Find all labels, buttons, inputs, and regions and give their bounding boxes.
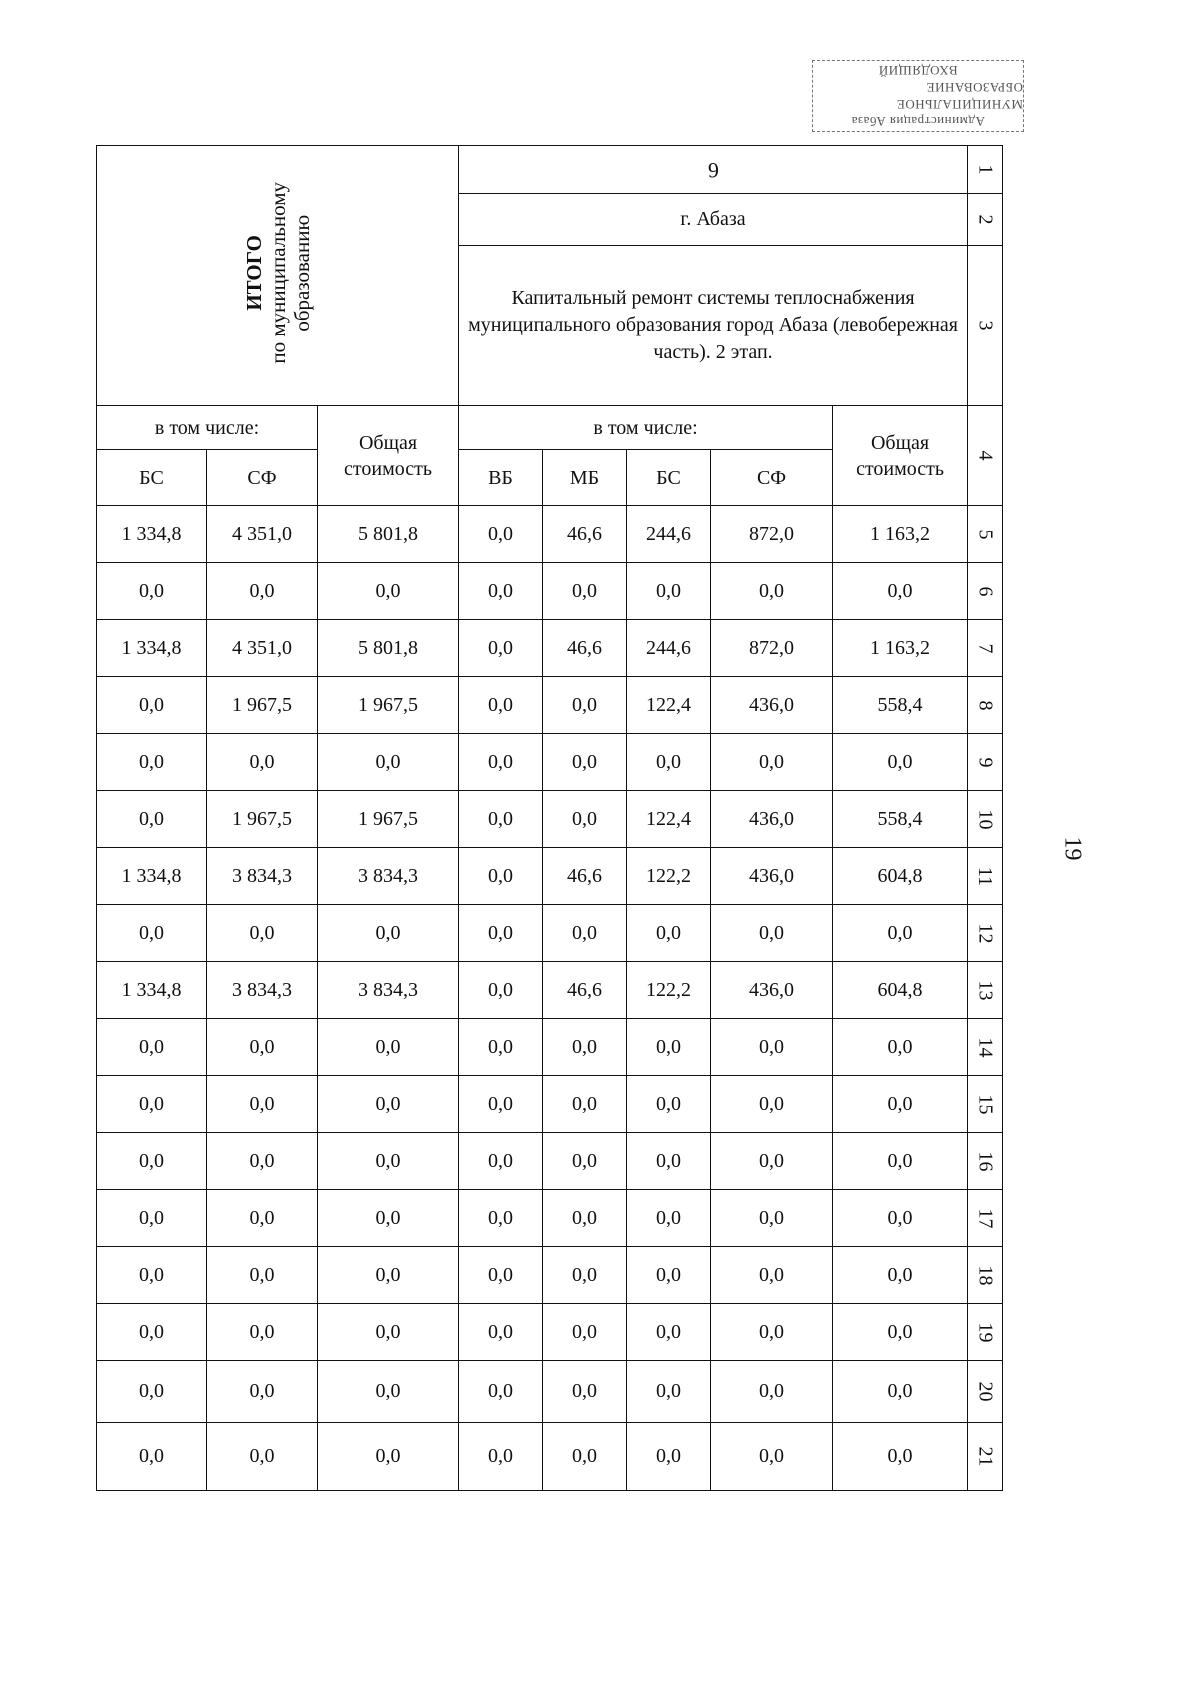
table-cell: 3 834,3 — [318, 848, 459, 905]
table-cell: 0,0 — [459, 1304, 543, 1361]
table-cell: 0,0 — [97, 905, 207, 962]
column-index: 3 — [968, 246, 1003, 406]
table-cell: 5 801,8 — [318, 506, 459, 563]
table-cell: 0,0 — [97, 734, 207, 791]
sub-sf-left: СФ — [207, 450, 318, 506]
table-cell: 0,0 — [207, 734, 318, 791]
column-index: 8 — [968, 677, 1003, 734]
table-cell: 0,0 — [543, 1304, 627, 1361]
column-index: 5 — [968, 506, 1003, 563]
sub-vb: ВБ — [459, 450, 543, 506]
table-cell: 0,0 — [833, 1019, 968, 1076]
sub-mb: МБ — [543, 450, 627, 506]
table-cell: 1 334,8 — [97, 620, 207, 677]
table-cell: 0,0 — [711, 563, 833, 620]
table-cell: 0,0 — [318, 905, 459, 962]
table-cell: 0,0 — [207, 1361, 318, 1423]
table-cell: 0,0 — [543, 1423, 627, 1491]
table-cell: 0,0 — [833, 1190, 968, 1247]
table-row — [97, 620, 1003, 677]
table-cell: 0,0 — [627, 1019, 711, 1076]
table-row — [97, 563, 1003, 620]
table-cell: 46,6 — [543, 962, 627, 1019]
table-cell: 1 334,8 — [97, 506, 207, 563]
column-index: 6 — [968, 563, 1003, 620]
stamp-line: Администрация Абаза — [851, 114, 985, 129]
table-cell: 0,0 — [318, 1361, 459, 1423]
column-index: 7 — [968, 620, 1003, 677]
stamp-line: ВХОДЯЩИЙ — [878, 63, 958, 78]
table-cell: 0,0 — [833, 1076, 968, 1133]
table-row — [97, 1304, 1003, 1361]
table-cell: 0,0 — [97, 1304, 207, 1361]
table-cell: 0,0 — [459, 1423, 543, 1491]
table-row — [97, 905, 1003, 962]
column-index: 14 — [968, 1019, 1003, 1076]
itogo-subtitle: по муниципальному — [265, 181, 290, 364]
table-cell: 558,4 — [833, 677, 968, 734]
table-cell: 0,0 — [711, 1019, 833, 1076]
stamp-line: МУНИЦИПАЛЬНОЕ ОБРАЗОВАНИЕ — [896, 80, 1023, 112]
table-cell: 0,0 — [318, 1133, 459, 1190]
place-name: г. Абаза — [459, 194, 968, 246]
table-cell: 0,0 — [318, 1076, 459, 1133]
object-number-cell — [459, 146, 968, 194]
table-cell: 0,0 — [97, 1361, 207, 1423]
table-cell: 0,0 — [97, 1076, 207, 1133]
financing-table — [96, 145, 1003, 1491]
table-cell: 0,0 — [459, 677, 543, 734]
table-cell: 0,0 — [627, 1190, 711, 1247]
table-cell: 0,0 — [207, 1423, 318, 1491]
column-index: 9 — [968, 734, 1003, 791]
table-cell: 0,0 — [543, 677, 627, 734]
table-cell: 604,8 — [833, 848, 968, 905]
table-cell: 0,0 — [459, 791, 543, 848]
column-index: 2 — [968, 194, 1003, 246]
table-cell: 0,0 — [833, 1361, 968, 1423]
table-row — [97, 734, 1003, 791]
column-index: 21 — [968, 1423, 1003, 1491]
table-cell: 0,0 — [543, 1247, 627, 1304]
table-cell: 0,0 — [627, 734, 711, 791]
table-cell: 46,6 — [543, 506, 627, 563]
obshaya-stoimost-left: Общая стоимость — [318, 406, 459, 506]
table-cell: 0,0 — [833, 734, 968, 791]
table-cell: 0,0 — [97, 1133, 207, 1190]
table-cell: 558,4 — [833, 791, 968, 848]
table-cell: 0,0 — [97, 563, 207, 620]
table-body — [97, 506, 1003, 1491]
table-cell: 3 834,3 — [318, 962, 459, 1019]
table-cell: 0,0 — [207, 1247, 318, 1304]
table-cell: 0,0 — [207, 905, 318, 962]
table-cell: 1 967,5 — [318, 791, 459, 848]
table-cell: 0,0 — [711, 734, 833, 791]
table-cell: 0,0 — [97, 1423, 207, 1491]
column-index: 12 — [968, 905, 1003, 962]
table-cell: 0,0 — [207, 1304, 318, 1361]
table-cell: 4 351,0 — [207, 506, 318, 563]
column-index: 1 — [968, 146, 1003, 194]
table-cell: 0,0 — [627, 1247, 711, 1304]
itogo-subtitle-2: образованию — [289, 214, 314, 331]
table-cell: 0,0 — [97, 1190, 207, 1247]
registration-stamp — [812, 60, 1024, 132]
table-cell: 604,8 — [833, 962, 968, 1019]
table-cell: 122,4 — [627, 677, 711, 734]
table-cell: 0,0 — [543, 1019, 627, 1076]
itogo-title: ИТОГО — [241, 234, 266, 311]
table-cell: 872,0 — [711, 506, 833, 563]
column-index: 11 — [968, 848, 1003, 905]
table-cell: 0,0 — [627, 1133, 711, 1190]
table-cell: 0,0 — [711, 1076, 833, 1133]
column-index: 10 — [968, 791, 1003, 848]
table-cell: 0,0 — [459, 1247, 543, 1304]
table-cell: 1 334,8 — [97, 848, 207, 905]
table-cell: 0,0 — [97, 677, 207, 734]
itogo-header — [242, 182, 314, 364]
table-cell: 0,0 — [711, 1133, 833, 1190]
table-cell: 0,0 — [543, 734, 627, 791]
column-index: 20 — [968, 1361, 1003, 1423]
table-row — [97, 1190, 1003, 1247]
table-row — [97, 1076, 1003, 1133]
table-cell: 5 801,8 — [318, 620, 459, 677]
table-row — [97, 1019, 1003, 1076]
page-number: 19 — [1059, 836, 1086, 861]
table-cell: 0,0 — [459, 620, 543, 677]
table-cell: 0,0 — [459, 506, 543, 563]
table-cell: 0,0 — [207, 1076, 318, 1133]
table-cell: 436,0 — [711, 677, 833, 734]
table-cell: 244,6 — [627, 506, 711, 563]
table-row — [97, 962, 1003, 1019]
table-cell: 46,6 — [543, 848, 627, 905]
table-cell: 0,0 — [711, 1423, 833, 1491]
table-cell: 0,0 — [833, 1247, 968, 1304]
table-cell: 0,0 — [711, 1247, 833, 1304]
table-cell: 0,0 — [543, 905, 627, 962]
table-cell: 0,0 — [833, 1423, 968, 1491]
table-cell: 0,0 — [627, 563, 711, 620]
table-cell: 0,0 — [543, 1190, 627, 1247]
column-index: 19 — [968, 1304, 1003, 1361]
table-cell: 3 834,3 — [207, 962, 318, 1019]
column-index: 16 — [968, 1133, 1003, 1190]
table-cell: 0,0 — [459, 1190, 543, 1247]
column-index: 15 — [968, 1076, 1003, 1133]
table-row — [97, 1423, 1003, 1491]
table-cell: 1 967,5 — [207, 677, 318, 734]
table-cell: 0,0 — [207, 1019, 318, 1076]
table-row — [97, 1361, 1003, 1423]
table-cell: 122,2 — [627, 962, 711, 1019]
v-tom-chisle-right: в том числе: — [459, 406, 833, 450]
sub-bs-left: БС — [97, 450, 207, 506]
table-cell: 0,0 — [711, 1304, 833, 1361]
table-cell: 4 351,0 — [207, 620, 318, 677]
table-cell: 0,0 — [318, 1019, 459, 1076]
table-row — [97, 677, 1003, 734]
table-cell: 0,0 — [318, 734, 459, 791]
table-cell: 0,0 — [207, 1133, 318, 1190]
table-cell: 0,0 — [833, 905, 968, 962]
table-cell: 0,0 — [207, 563, 318, 620]
table-cell: 0,0 — [543, 1361, 627, 1423]
table-cell: 0,0 — [459, 1076, 543, 1133]
table-cell: 1 967,5 — [318, 677, 459, 734]
table-cell: 0,0 — [459, 962, 543, 1019]
table-cell: 0,0 — [97, 1247, 207, 1304]
table-cell: 0,0 — [459, 734, 543, 791]
column-index: 4 — [968, 406, 1003, 506]
table-cell: 0,0 — [711, 905, 833, 962]
table-cell: 122,4 — [627, 791, 711, 848]
table-cell: 1 163,2 — [833, 506, 968, 563]
column-index: 17 — [968, 1190, 1003, 1247]
table-cell: 0,0 — [543, 1133, 627, 1190]
table-cell: 1 334,8 — [97, 962, 207, 1019]
table-row — [97, 1247, 1003, 1304]
sub-bs-right: БС — [627, 450, 711, 506]
table-cell: 0,0 — [459, 1361, 543, 1423]
table-cell: 0,0 — [627, 1423, 711, 1491]
table-cell: 0,0 — [318, 1247, 459, 1304]
column-index: 13 — [968, 962, 1003, 1019]
table-cell: 436,0 — [711, 791, 833, 848]
table-cell: 0,0 — [97, 1019, 207, 1076]
table-cell: 0,0 — [459, 1133, 543, 1190]
obshaya-stoimost-right: Общая стоимость — [833, 406, 968, 506]
table-cell: 0,0 — [627, 1304, 711, 1361]
table-cell: 1 163,2 — [833, 620, 968, 677]
table-cell: 244,6 — [627, 620, 711, 677]
table-cell: 0,0 — [711, 1190, 833, 1247]
table-row — [97, 506, 1003, 563]
table-cell: 0,0 — [833, 1133, 968, 1190]
table-cell: 0,0 — [627, 1361, 711, 1423]
table-cell: 3 834,3 — [207, 848, 318, 905]
sub-sf-right: СФ — [711, 450, 833, 506]
table-cell: 1 967,5 — [207, 791, 318, 848]
itogo-header-cell — [97, 146, 459, 406]
column-index: 18 — [968, 1247, 1003, 1304]
table-cell: 0,0 — [318, 563, 459, 620]
v-tom-chisle-left: в том числе: — [97, 406, 318, 450]
table-row — [97, 848, 1003, 905]
table-cell: 0,0 — [833, 563, 968, 620]
table-row — [97, 791, 1003, 848]
table-cell: 46,6 — [543, 620, 627, 677]
table-cell: 0,0 — [627, 1076, 711, 1133]
object-description: Капитальный ремонт системы теплоснабжения муниципального образования город Абаза (левобережная часть). 2 этап. — [459, 246, 968, 406]
table-cell: 0,0 — [459, 848, 543, 905]
table-cell: 0,0 — [543, 791, 627, 848]
table-cell: 0,0 — [459, 905, 543, 962]
table-cell: 122,2 — [627, 848, 711, 905]
table-cell: 0,0 — [318, 1190, 459, 1247]
table-cell: 0,0 — [318, 1304, 459, 1361]
table-cell: 0,0 — [207, 1190, 318, 1247]
table-cell: 436,0 — [711, 962, 833, 1019]
table-cell: 436,0 — [711, 848, 833, 905]
table-row — [97, 1133, 1003, 1190]
table-cell: 0,0 — [627, 905, 711, 962]
table-cell: 0,0 — [97, 791, 207, 848]
table-cell: 0,0 — [318, 1423, 459, 1491]
table-cell: 0,0 — [543, 563, 627, 620]
table-cell: 872,0 — [711, 620, 833, 677]
table-cell: 0,0 — [459, 1019, 543, 1076]
table-cell: 0,0 — [833, 1304, 968, 1361]
table-cell: 0,0 — [711, 1361, 833, 1423]
table-cell: 0,0 — [543, 1076, 627, 1133]
object-number: 6 — [707, 157, 719, 183]
table-cell: 0,0 — [459, 563, 543, 620]
